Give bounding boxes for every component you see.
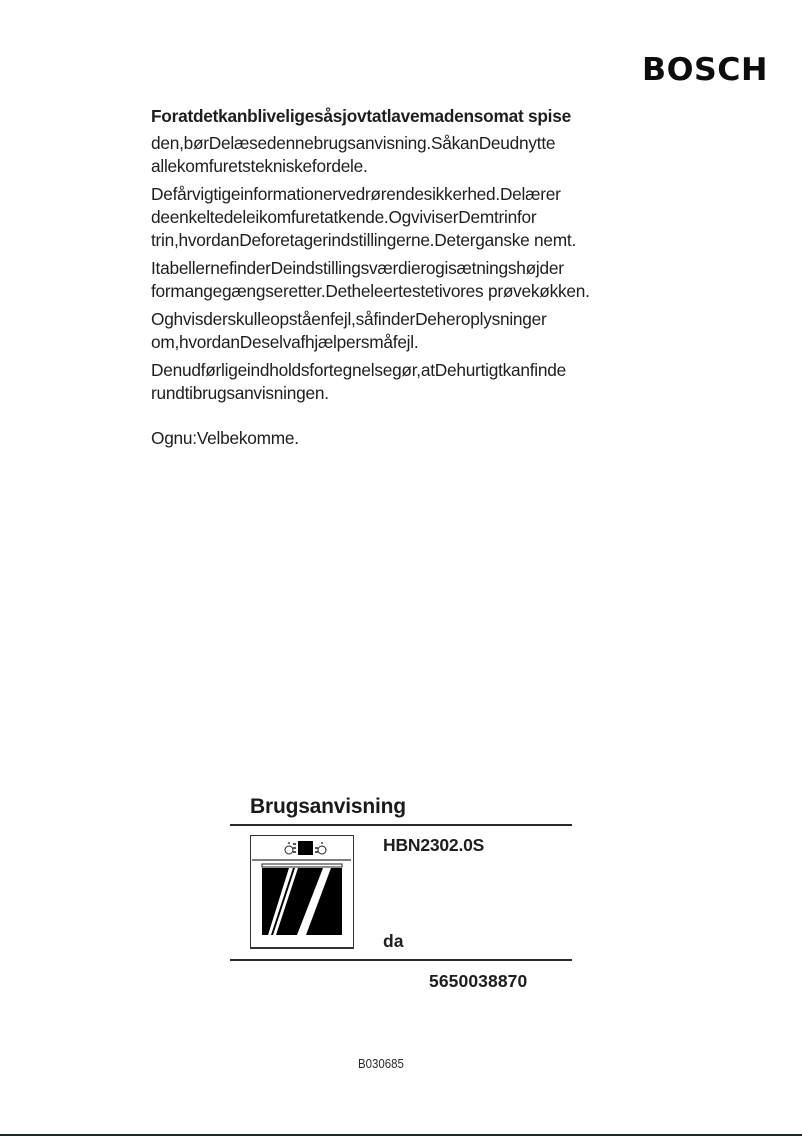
- intro-paragraph: ItabellernefinderDeindstillingsværdierogisætningshøjder formangegængseretter.Detheleertestetivores prøvekøkken.: [151, 258, 590, 301]
- intro-paragraph: den,børDelæsedennebrugsanvisning.SåkanDeudnytte allekomfuretstekniskefordele.: [151, 133, 556, 176]
- divider-bottom: [230, 959, 572, 961]
- intro-paragraph: Oghvisderskulleopståenfejl,såfinderDeheroplysninger om,hvordanDeselvafhjælpersmåfejl.: [151, 309, 547, 352]
- model-number: HBN2302.0S: [383, 835, 485, 855]
- manual-title: Brugsanvisning: [250, 795, 406, 818]
- intro-heading: Foratdetkanbliveligesåsjovtatlavemadensomat spise: [151, 106, 571, 126]
- bosch-logo: BOSCH: [642, 52, 768, 88]
- intro-paragraph: Denudførligeindholdsfortegnelsegør,atDehurtigtkanfinde rundtibrugsanvisningen.: [151, 360, 566, 403]
- document-code: B030685: [358, 1056, 404, 1071]
- intro-paragraph: Defårvigtigeinformationervedrørendesikkerhed.Delærer deenkeltedeleikomfuretatkende.OgviviserDemtrinfor trin,hvordanDeforetagerindstillingerne.Deterganske nemt.: [151, 184, 576, 250]
- intro-text-block: [151, 103, 621, 455]
- divider-top: [230, 824, 572, 826]
- part-number: 5650038870: [429, 971, 528, 991]
- language-code: da: [383, 931, 404, 951]
- oven-illustration-icon: [250, 835, 354, 949]
- intro-closing: Ognu:Velbekomme.: [151, 428, 299, 448]
